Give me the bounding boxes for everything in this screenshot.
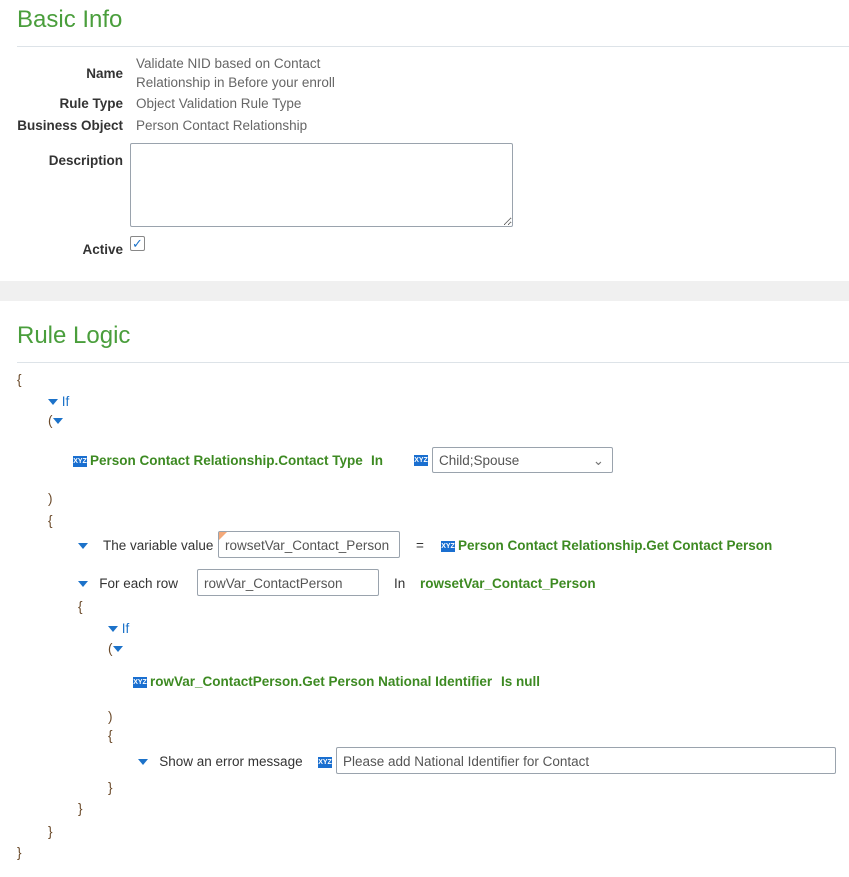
condition-field[interactable]: Person Contact Relationship.Contact Type — [90, 453, 363, 468]
active-checkbox[interactable]: ✓ — [130, 236, 145, 251]
brace-open: { — [48, 513, 53, 528]
condition-operator[interactable]: In — [371, 453, 383, 468]
expression-icon[interactable]: XYZ — [73, 457, 87, 465]
condition-group — [108, 641, 123, 656]
brace-open: { — [17, 372, 22, 387]
paren-close: ) — [108, 709, 113, 724]
brace-close: } — [78, 801, 83, 816]
description-textarea[interactable] — [130, 143, 513, 227]
if-block-toggle[interactable] — [108, 621, 129, 636]
required-marker — [219, 532, 227, 540]
select-value: Child;Spouse — [439, 453, 520, 468]
equals: = — [416, 538, 424, 553]
expression-icon[interactable]: XYZ — [133, 678, 147, 686]
input-value: rowVar_ContactPerson — [204, 576, 343, 591]
name-line1: Validate NID based on Contact — [136, 56, 321, 71]
brace-open: { — [108, 728, 113, 743]
description-label: Description — [48, 153, 123, 168]
rowset-reference[interactable]: rowsetVar_Contact_Person — [420, 576, 596, 591]
collapse-icon[interactable] — [138, 759, 148, 765]
error-action-label: Show an error message — [159, 754, 303, 769]
brace-close: } — [108, 780, 113, 795]
input-value: Please add National Identifier for Contact — [343, 754, 590, 769]
input-value: rowsetVar_Contact_Person — [225, 538, 390, 553]
paren-open: ( — [48, 413, 53, 428]
name-label: Name — [86, 66, 123, 81]
collapse-icon[interactable] — [108, 626, 118, 632]
error-action-row — [138, 754, 303, 769]
brace-close: } — [48, 824, 53, 839]
expression-text: Person Contact Relationship.Get Contact Person — [458, 538, 773, 553]
expression-icon: XYZ — [441, 542, 455, 550]
chevron-down-icon: ⌄ — [592, 453, 604, 468]
divider — [17, 362, 849, 363]
collapse-icon[interactable] — [78, 543, 88, 549]
error-message-input[interactable] — [336, 747, 836, 774]
section-separator — [0, 281, 849, 301]
expression-icon[interactable] — [414, 452, 431, 467]
foreach-row — [78, 576, 178, 591]
collapse-icon[interactable] — [78, 581, 88, 587]
brace-open: { — [78, 599, 83, 614]
variable-expression[interactable] — [441, 538, 772, 553]
row-variable-input[interactable] — [197, 569, 379, 596]
basic-info-heading: Basic Info — [17, 6, 123, 33]
condition-2 — [133, 674, 492, 689]
active-label: Active — [82, 242, 123, 257]
paren-open: ( — [108, 641, 113, 656]
collapse-icon[interactable] — [113, 646, 123, 652]
name-line2: Relationship in Before your enroll — [136, 75, 335, 90]
foreach-label: For each row — [99, 576, 179, 591]
business-object-label: Business Object — [17, 118, 123, 133]
condition-field[interactable]: rowVar_ContactPerson.Get Person National Identifier — [150, 674, 493, 689]
collapse-icon[interactable] — [53, 418, 63, 424]
if-keyword: If — [121, 621, 130, 636]
variable-row — [78, 538, 213, 553]
rule-type-label: Rule Type — [59, 96, 123, 111]
if-keyword: If — [61, 394, 70, 409]
rule-type-value: Object Validation Rule Type — [136, 96, 302, 111]
if-block-toggle[interactable] — [48, 394, 69, 409]
expression-icon[interactable] — [318, 754, 335, 769]
collapse-icon[interactable] — [48, 399, 58, 405]
condition-group — [48, 413, 63, 428]
brace-close: } — [17, 845, 22, 860]
condition-operator[interactable]: Is null — [501, 674, 541, 689]
condition-1 — [73, 453, 363, 468]
in-keyword: In — [394, 576, 406, 591]
variable-name-input[interactable] — [218, 531, 400, 558]
business-object-value: Person Contact Relationship — [136, 118, 308, 133]
xyz-icon: XYZ — [318, 758, 332, 766]
paren-close: ) — [48, 491, 53, 506]
divider — [17, 46, 849, 47]
variable-label: The variable value — [103, 538, 214, 553]
xyz-icon: XYZ — [414, 456, 428, 464]
contact-type-select[interactable] — [432, 447, 613, 473]
rule-logic-heading: Rule Logic — [17, 322, 131, 349]
